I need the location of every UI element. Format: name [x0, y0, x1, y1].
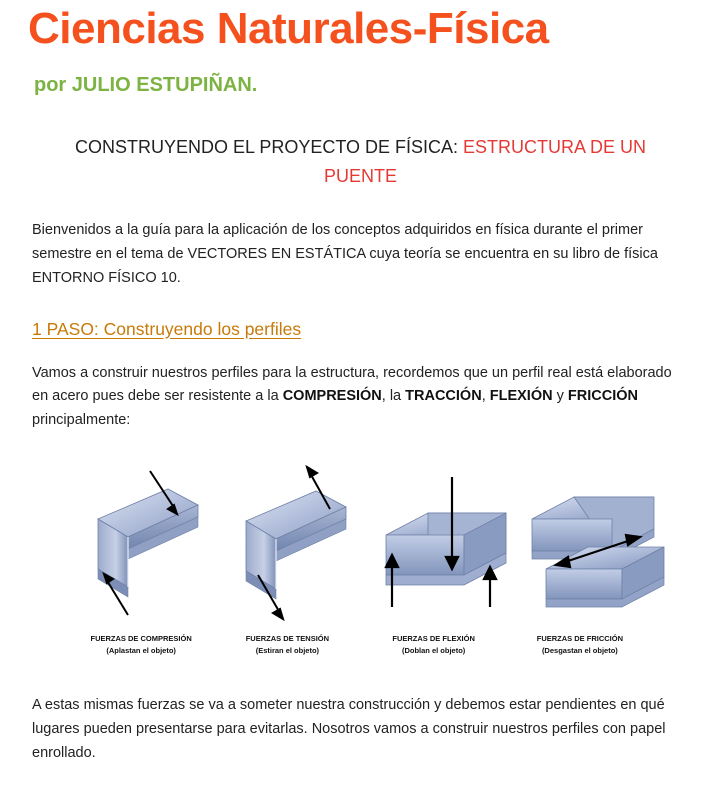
tension-beam-icon	[218, 457, 368, 627]
figure-flexion	[368, 457, 518, 627]
caption-flexion-sub: (Doblan el objeto)	[401, 645, 466, 655]
paragraph-profiles-part1: Vamos a construir nuestros perfiles para la estructura, recordemos que un perfil real está elaborado en acero pues debe ser resistente a la	[32, 364, 672, 405]
caption-tension-title: FUERZAS DE TENSIÓN	[245, 634, 330, 644]
caption-compression	[68, 633, 214, 656]
paragraph-profiles-part2: , la	[381, 388, 406, 405]
paragraph-profiles-part4: y	[552, 388, 568, 405]
term-compresion: COMPRESIÓN	[282, 388, 382, 405]
project-subtitle-highlight: ESTRUCTURA DE UN PUENTE	[323, 137, 647, 186]
step-1-heading: 1 PASO: Construyendo los perfiles	[32, 318, 302, 339]
caption-tension-sub: (Estiran el objeto)	[255, 645, 320, 655]
project-subtitle-lead: CONSTRUYENDO EL PROYECTO DE FÍSICA:	[74, 137, 464, 158]
paragraph-profiles-part5: principalmente:	[32, 412, 131, 429]
paragraph-closing: A estas mismas fuerzas se va a someter nuestra construcción y debemos estar pendientes en qué lugares pueden presentarse para evitarlas. Nosotros vamos a construir nuestros perfiles con papel enrollado.	[32, 697, 666, 762]
figure-compression	[68, 457, 218, 627]
document-page	[0, 6, 721, 795]
flexion-beam-icon	[368, 457, 518, 627]
caption-flexion	[361, 633, 507, 656]
caption-flexion-title: FUERZAS DE FLEXIÓN	[392, 634, 475, 644]
caption-compression-sub: (Aplastan el objeto)	[106, 645, 176, 655]
paragraph-profiles-part3: ,	[481, 388, 490, 405]
figure-captions	[28, 633, 693, 656]
intro-paragraph: Bienvenidos a la guía para la aplicación de los conceptos adquiridos en física durante el primer semestre en el tema de VECTORES EN ESTÁTICA cuya teoría se encuentra en su libro de física ENTORNO FÍSICO 10.	[32, 221, 658, 286]
figure-tension	[218, 457, 368, 627]
forces-diagram	[28, 457, 693, 672]
page-title: Ciencias Naturales-Física	[28, 4, 549, 53]
paragraph-profiles	[28, 362, 693, 434]
figure-friction	[518, 457, 668, 627]
caption-compression-title: FUERZAS DE COMPRESIÓN	[90, 634, 192, 644]
caption-friction-sub: (Desgastan el objeto)	[541, 645, 618, 655]
caption-friction	[507, 633, 653, 656]
author-byline: por JULIO ESTUPIÑAN.	[34, 74, 258, 97]
project-subtitle	[41, 133, 681, 191]
compression-beam-icon	[68, 457, 218, 627]
caption-friction-title: FUERZAS DE FRICCIÓN	[536, 634, 623, 644]
friction-beam-icon	[518, 457, 668, 627]
term-friccion: FRICCIÓN	[567, 388, 638, 405]
term-traccion: TRACCIÓN	[405, 388, 482, 405]
forces-diagram-row	[28, 457, 693, 627]
caption-tension	[214, 633, 360, 656]
term-flexion: FLEXIÓN	[489, 388, 553, 405]
